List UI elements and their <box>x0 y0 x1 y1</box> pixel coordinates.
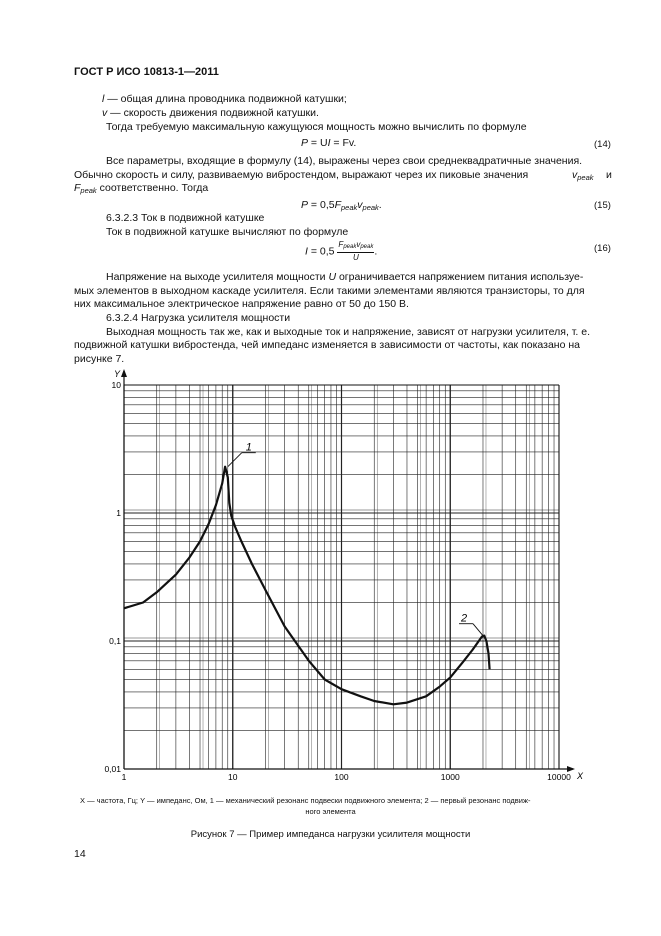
symbol-u: U <box>328 271 337 283</box>
eq15-f-sub: peak <box>341 203 358 212</box>
figure-caption: Рисунок 7 — Пример импеданса нагрузки усилителя мощности <box>190 829 471 840</box>
section-6-3-2-4-title: Нагрузка усилителя мощности <box>141 312 291 324</box>
eq15-f: F <box>334 199 342 211</box>
chart-series <box>124 467 490 705</box>
figure-legend-line-2: ного элемента <box>305 807 356 816</box>
vpeak-v: v <box>572 169 578 181</box>
paragraph-5-line-3: рисунке 7. <box>74 353 125 365</box>
fpeak-sub: peak <box>80 186 97 195</box>
eq14-rhs: = U <box>308 137 328 149</box>
vpeak-sub: peak <box>577 173 594 182</box>
eq16-denominator: U <box>352 253 359 262</box>
paragraph-4-line-1a: Напряжение на выходе усилителя мощности <box>106 271 329 283</box>
annotation-1-label: 1 <box>245 441 252 454</box>
paragraph-4-line-3: них максимальное электрическое напряжение равно от 50 до 150 В. <box>74 298 409 310</box>
y-axis-label: Y <box>114 369 121 379</box>
eq16-lhs: I <box>305 245 308 258</box>
conjunction-and: и <box>606 169 612 181</box>
document-header: ГОСТ Р ИСО 10813-1—2011 <box>74 66 219 78</box>
x-axis-label: X <box>577 771 584 781</box>
page-number: 14 <box>74 848 86 860</box>
eq15-rhs: = 0,5 <box>308 199 335 211</box>
annotation-2-leader <box>473 624 483 636</box>
equation-16-number: (16) <box>594 243 611 254</box>
definition-l-text: — общая длина проводника подвижной катушки; <box>107 93 347 105</box>
impedance-curve <box>124 467 490 705</box>
equation-14-number: (14) <box>594 139 611 150</box>
chart-annotations <box>228 442 483 636</box>
paragraph-3: Ток в подвижной катушке вычисляют по формуле <box>106 226 349 238</box>
annotation-1-leader <box>228 453 242 467</box>
eq16-rhs: = 0,5 <box>307 245 335 258</box>
eq15-end: . <box>378 199 382 211</box>
eq14-i: I <box>327 137 331 149</box>
section-6-3-2-3-number: 6.3.2.3 <box>106 212 139 224</box>
fpeak-f: F <box>74 182 81 194</box>
eq16-num-v-sub: peak <box>360 244 374 250</box>
paragraph-2-line-1: Все параметры, входящие в формулу (14), выражены через свои среднеквадратичные значения. <box>106 155 583 167</box>
eq14-lhs: P <box>301 137 309 149</box>
paragraph-4-line-2: мых элементов в выходном каскаде усилителя. Если такими элементами являются транзисторы, то для <box>74 285 585 297</box>
y-tick-label: 1 <box>116 508 121 518</box>
annotation-2-label: 2 <box>460 612 468 625</box>
paragraph-2-line-3-text: соответственно. Тогда <box>99 182 209 194</box>
x-tick-label: 1 <box>121 772 127 782</box>
paragraph-4-line-1b: ограничивается напряжением питания используе- <box>336 271 584 283</box>
paragraph-5-line-1: Выходная мощность так же, как и выходные ток и напряжение, зависят от нагрузки усилителя, т. е. <box>106 326 591 338</box>
x-tick-label: 10000 <box>547 772 571 782</box>
eq16-num-f: F <box>338 240 344 249</box>
equation-15-number: (15) <box>594 200 611 211</box>
paragraph-1: Тогда требуемую максимальную кажущуюся мощность можно вычислить по формуле <box>106 121 527 133</box>
section-6-3-2-4-number: 6.3.2.4 <box>106 312 139 324</box>
eq16-end: . <box>374 245 378 258</box>
y-axis-arrow <box>121 369 127 377</box>
symbol-v: v <box>102 107 108 119</box>
paragraph-2-line-2-text: Обычно скорость и силу, развиваемую вибростендом, выражают через их пиковые значения <box>74 169 529 181</box>
x-tick-label: 1000 <box>440 772 460 782</box>
chart-grid <box>124 385 559 769</box>
y-tick-label: 10 <box>111 380 121 390</box>
symbol-l: l <box>102 93 105 105</box>
x-tick-label: 100 <box>334 772 349 782</box>
eq15-lhs: P <box>301 199 309 211</box>
eq15-v-sub: peak <box>362 203 379 212</box>
figure-legend-line-1: X — частота, Гц; Y — импеданс, Ом, 1 — механический резонанс подвески подвижного элемента; 2 — первый резонанс подвиж- <box>80 796 531 805</box>
x-tick-label: 10 <box>228 772 238 782</box>
eq16-num-v: v <box>356 240 361 249</box>
eq14-tail: = Fv. <box>330 137 357 149</box>
y-tick-label: 0,1 <box>109 636 121 646</box>
section-6-3-2-3-title: Ток в подвижной катушке <box>141 212 265 224</box>
y-tick-label: 0,01 <box>104 764 121 774</box>
eq15-v: v <box>357 199 363 211</box>
eq16-num-f-sub: peak <box>343 244 357 250</box>
definition-v-text: — скорость движения подвижной катушки. <box>110 107 319 119</box>
paragraph-5-line-2: подвижной катушки вибростенда, чей импеданс изменяется в зависимости от частоты, как показано на <box>74 339 580 351</box>
